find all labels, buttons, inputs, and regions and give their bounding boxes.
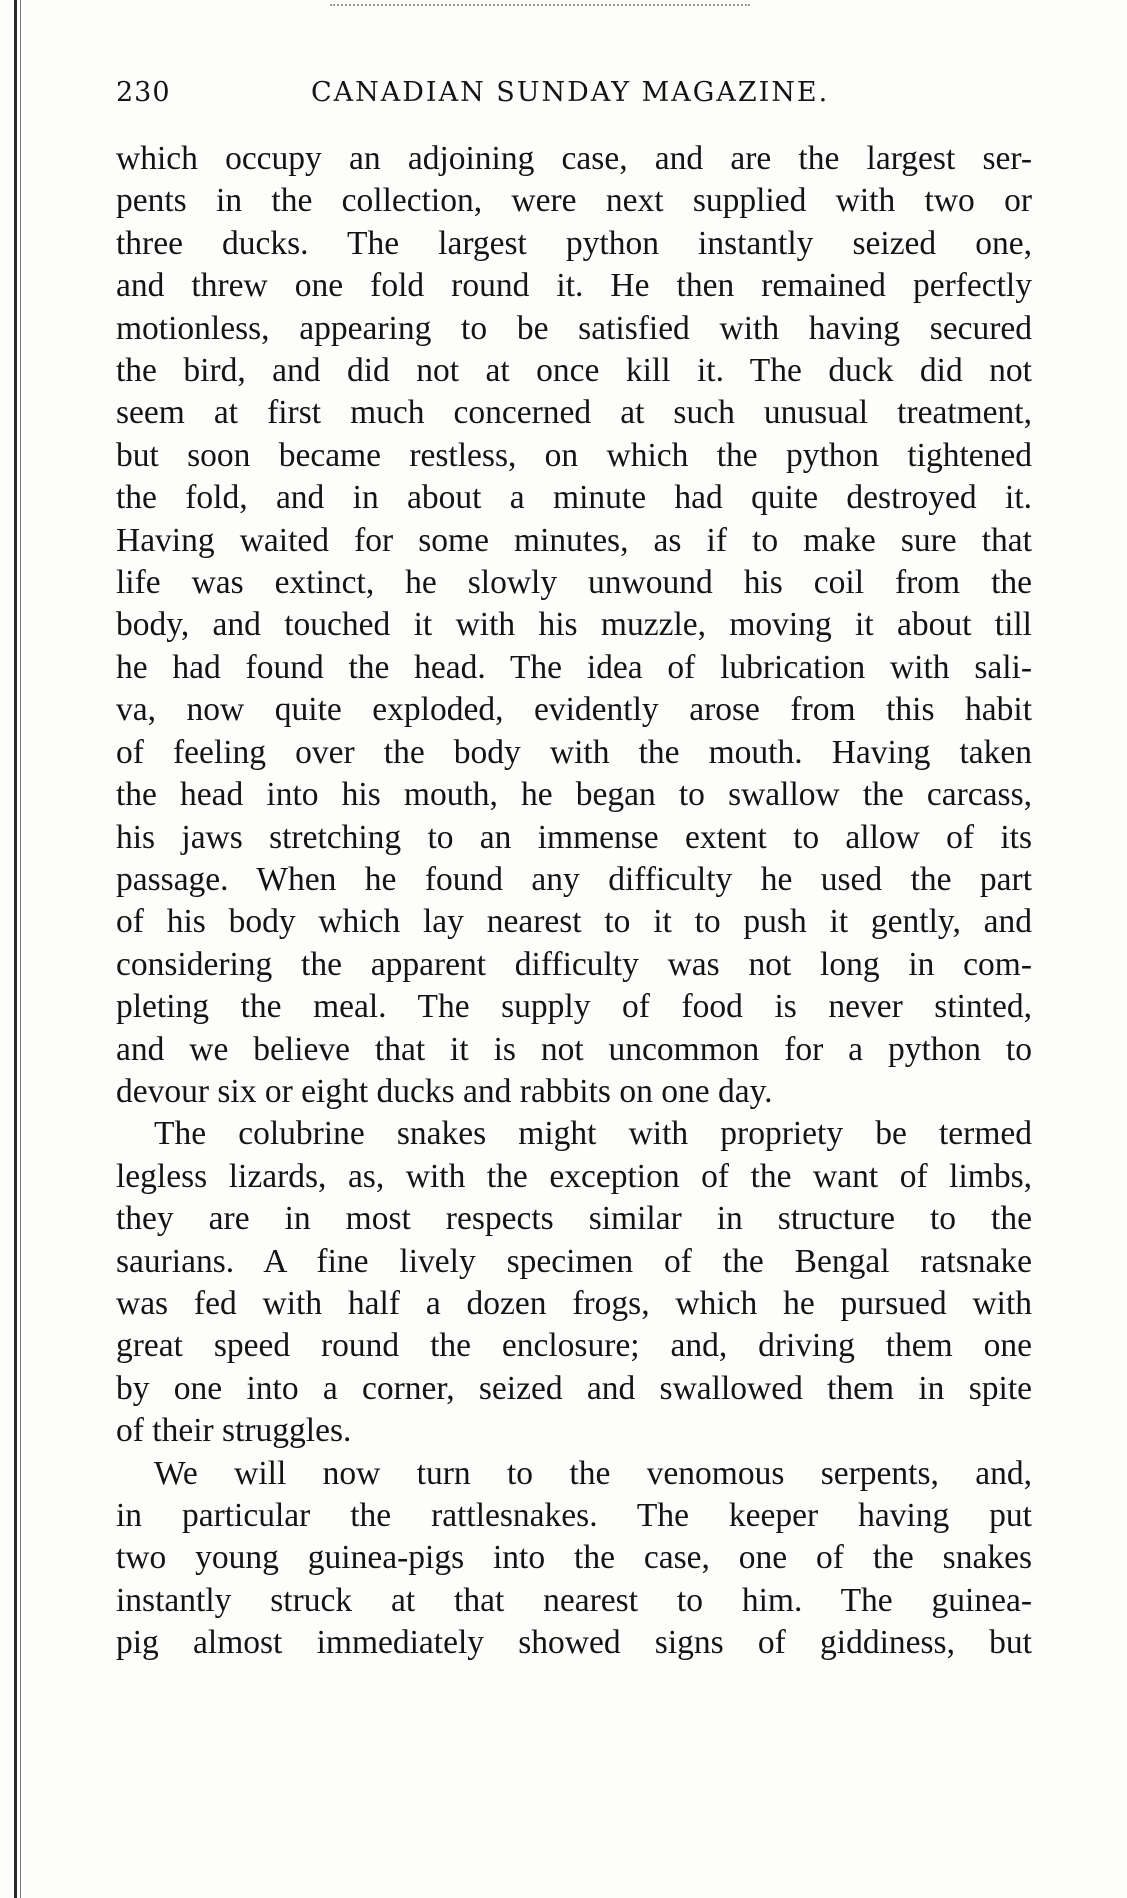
- article-body: [116, 138, 1032, 1665]
- text-line: considering the apparent difficulty was not long in com-: [116, 945, 1032, 983]
- text-line: pents in the collection, were next supplied with two or: [116, 182, 1032, 220]
- text-line: body, and touched it with his muzzle, moving it about till: [116, 606, 1032, 644]
- running-head: CANADIAN SUNDAY MAGAZINE.: [311, 77, 830, 108]
- text-line: seem at first much concerned at such unusual treatment,: [116, 394, 1032, 432]
- paragraph-2: [116, 1113, 1032, 1452]
- text-line: va, now quite exploded, evidently arose from this habit: [116, 691, 1032, 729]
- text-line: and threw one fold round it. He then remained perfectly: [116, 267, 1032, 305]
- text-line: three ducks. The largest python instantly seized one,: [116, 224, 1032, 262]
- paragraph-3: [116, 1453, 1032, 1665]
- text-line: of their struggles.: [116, 1412, 352, 1450]
- text-line: by one into a corner, seized and swallowed them in spite: [116, 1369, 1032, 1407]
- text-line: Having waited for some minutes, as if to make sure that: [116, 521, 1032, 559]
- page-number: 230: [116, 77, 171, 108]
- text-line: and we believe that it is not uncommon for a python to: [116, 1030, 1032, 1068]
- text-line: devour six or eight ducks and rabbits on one day.: [116, 1072, 773, 1110]
- text-line: The colubrine snakes might with propriety be termed: [154, 1115, 1032, 1153]
- text-line: two young guinea-pigs into the case, one of the snakes: [116, 1539, 1032, 1577]
- text-line: motionless, appearing to be satisfied with having secured: [116, 309, 1032, 347]
- binding-edge: [14, 0, 17, 1898]
- text-line: of feeling over the body with the mouth. Having taken: [116, 733, 1032, 771]
- text-line: legless lizards, as, with the exception of the want of limbs,: [116, 1157, 1032, 1195]
- text-line: but soon became restless, on which the python tightened: [116, 436, 1032, 474]
- text-line: pig almost immediately showed signs of giddiness, but: [116, 1624, 1032, 1662]
- text-line: they are in most respects similar in structure to the: [116, 1200, 1032, 1238]
- text-line: the head into his mouth, he began to swallow the carcass,: [116, 776, 1032, 814]
- text-line: which occupy an adjoining case, and are the largest ser-: [116, 140, 1032, 177]
- text-line: life was extinct, he slowly unwound his coil from the: [116, 564, 1032, 602]
- text-line: the bird, and did not at once kill it. The duck did not: [116, 352, 1032, 390]
- text-line: great speed round the enclosure; and, driving them one: [116, 1327, 1032, 1365]
- text-line: We will now turn to the venomous serpents, and,: [154, 1454, 1032, 1492]
- text-line: the fold, and in about a minute had quite destroyed it.: [116, 479, 1032, 517]
- text-line: was fed with half a dozen frogs, which he pursued with: [116, 1284, 1032, 1322]
- paragraph-1: [116, 138, 1032, 1113]
- text-line: his jaws stretching to an immense extent to allow of its: [116, 818, 1032, 856]
- scan-smudge: [330, 4, 750, 14]
- text-line: of his body which lay nearest to it to push it gently, and: [116, 903, 1032, 941]
- text-line: saurians. A fine lively specimen of the Bengal ratsnake: [116, 1242, 1032, 1280]
- page-header: [116, 72, 1056, 114]
- text-line: passage. When he found any difficulty he used the part: [116, 860, 1032, 898]
- text-line: he had found the head. The idea of lubrication with sali-: [116, 648, 1032, 686]
- binding-edge-shadow: [20, 0, 21, 1898]
- text-line: in particular the rattlesnakes. The keeper having put: [116, 1497, 1032, 1534]
- text-line: pleting the meal. The supply of food is never stinted,: [116, 988, 1032, 1026]
- text-line: instantly struck at that nearest to him. The guinea-: [116, 1581, 1032, 1619]
